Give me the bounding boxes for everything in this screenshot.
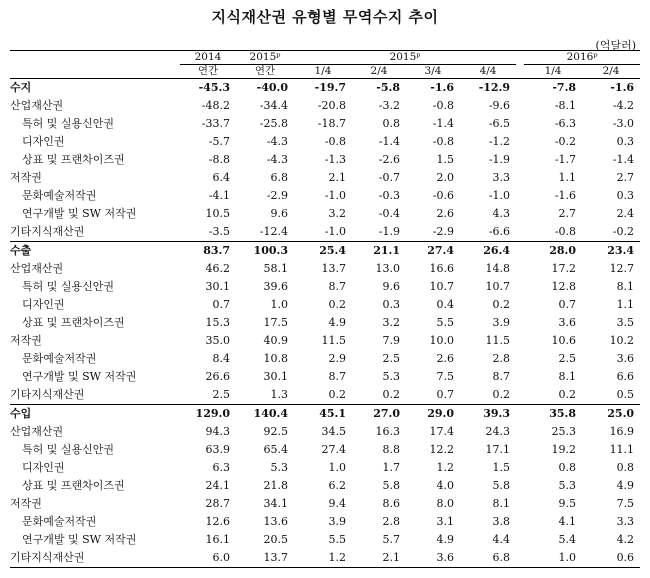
table-row [10,169,640,187]
cell-value: 26.4 [483,244,511,257]
cell-value: 25.0 [607,407,635,420]
header-blank [10,51,180,65]
cell-value: 35.8 [549,407,577,420]
cell-value: 19.2 [551,443,577,456]
row-label: 연구개발 및 SW 저작권 [22,207,137,220]
cell-value: 11.5 [485,334,511,347]
cell-value: 3.1 [436,515,454,528]
table-row [10,205,640,223]
cell-value: 1.3 [236,386,294,405]
row-label: 수출 [10,244,32,257]
table-row [10,441,640,459]
cell-value: 34.1 [263,497,288,510]
row-label: 디자인권 [22,298,65,311]
cell-value: 0.4 [436,298,454,311]
cell-value: 16.6 [429,262,454,275]
table-row [10,531,640,549]
cell-value: 63.9 [205,443,230,456]
cell-value: -45.3 [198,81,230,94]
cell-value: 13.7 [321,262,346,275]
cell-value: 1.2 [436,461,454,474]
row-label: 상표 및 프랜차이즈권 [22,153,125,166]
cell-value: 4.4 [492,533,511,546]
table-row [10,477,640,495]
row-label: 특허 및 실용신안권 [22,280,115,293]
row-label: 문화예술저작권 [22,515,97,528]
cell-value: 34.5 [321,425,346,438]
cell-value: 5.5 [328,533,346,546]
table-row [10,242,640,261]
cell-value: 100.3 [253,244,288,257]
table-row [10,296,640,314]
cell-value: -0.8 [524,223,582,242]
cell-value: 28.7 [205,497,230,510]
cell-value: 5.3 [270,461,288,474]
cell-value: 1.0 [270,298,288,311]
header-quarter: 2/4 [352,65,406,79]
cell-value: 3.2 [328,207,346,220]
cell-value: 0.8 [382,117,400,130]
row-label: 상표 및 프랜차이즈권 [22,316,125,329]
cell-value: -0.7 [378,171,400,184]
cell-value: 0.2 [492,298,511,311]
row-label: 산업재산권 [10,425,64,438]
cell-value: 46.2 [205,262,230,275]
cell-value: 11.1 [609,443,635,456]
cell-value: 15.3 [205,316,230,329]
cell-value: -7.8 [552,81,577,94]
cell-value: 5.7 [382,533,400,546]
cell-value: 10.8 [263,352,288,365]
table-row [10,278,640,296]
cell-value: 8.7 [328,280,346,293]
cell-value: 12.7 [609,262,635,275]
cell-value: 10.6 [551,334,577,347]
cell-value: -12.4 [236,223,294,242]
cell-value: 2.6 [436,352,454,365]
ip-trade-table [10,50,640,568]
cell-value: 4.1 [558,515,577,528]
cell-value: 0.7 [558,298,577,311]
cell-value: -8.1 [554,99,577,112]
cell-value: 27.4 [427,244,454,257]
cell-value: 0.8 [558,461,577,474]
cell-value: 5.3 [382,370,400,383]
cell-value: 12.8 [551,280,577,293]
cell-value: 1.1 [558,171,577,184]
cell-value: 3.3 [616,515,635,528]
header-2016-quarters: 2016ᵖ [524,51,640,65]
cell-value: 2.8 [492,352,511,365]
cell-value: -0.2 [554,135,577,148]
header-annual: 연간 [180,65,236,79]
cell-value: 10.2 [609,334,635,347]
cell-value: 6.3 [212,461,230,474]
cell-value: -1.9 [352,223,406,242]
cell-value: -18.7 [317,117,346,130]
cell-value: 6.8 [460,549,516,568]
cell-value: -1.2 [488,135,511,148]
cell-value: 2.7 [558,207,577,220]
cell-value: -0.8 [324,135,346,148]
cell-value: 23.4 [607,244,635,257]
cell-value: -0.8 [432,99,454,112]
cell-value: 9.6 [270,207,288,220]
cell-value: 65.4 [263,443,288,456]
cell-value: 1.0 [524,549,582,568]
cell-value: 0.2 [328,298,346,311]
unit-label: (억달러) [595,39,636,52]
cell-value: 6.2 [328,479,346,492]
row-label: 문화예술저작권 [22,352,97,365]
cell-value: 0.8 [616,461,635,474]
cell-value: 9.4 [328,497,346,510]
header-row-periods [10,65,640,79]
row-label: 저작권 [10,497,42,510]
cell-value: 2.0 [436,171,454,184]
cell-value: 5.3 [558,479,577,492]
cell-value: -1.0 [324,189,346,202]
cell-value: 6.6 [616,370,635,383]
header-2015-annual: 2015ᵖ [236,51,294,65]
cell-value: 16.3 [375,425,400,438]
cell-value: 9.6 [382,280,400,293]
row-label: 특허 및 실용신안권 [22,117,115,130]
cell-value: 0.7 [406,386,460,405]
cell-value: 2.5 [382,352,400,365]
header-quarter: 1/4 [294,65,352,79]
cell-value: -0.6 [432,189,454,202]
row-label: 상표 및 프랜차이즈권 [22,479,125,492]
cell-value: -0.3 [378,189,400,202]
table-row [10,314,640,332]
row-label: 연구개발 및 SW 저작권 [22,533,137,546]
cell-value: 7.5 [436,370,454,383]
cell-value: -9.6 [488,99,511,112]
cell-value: -1.0 [488,189,511,202]
cell-value: 1.5 [492,461,511,474]
cell-value: 9.5 [558,497,577,510]
table-row [10,423,640,441]
cell-value: 4.2 [616,533,635,546]
table-title: 지식재산권 유형별 무역수지 추이 [211,8,439,26]
cell-value: 2.8 [382,515,400,528]
cell-value: -6.3 [554,117,577,130]
cell-value: 6.4 [212,171,230,184]
cell-value: -4.2 [612,99,635,112]
header-annual: 연간 [236,65,294,79]
cell-value: -3.5 [180,223,236,242]
cell-value: 3.3 [492,171,511,184]
cell-value: 7.5 [616,497,635,510]
cell-value: 4.3 [492,207,511,220]
cell-value: 3.8 [492,515,511,528]
cell-value: 129.0 [195,407,230,420]
table-row [10,368,640,386]
cell-value: 2.5 [180,386,236,405]
table-row [10,459,640,477]
cell-value: -1.6 [610,81,635,94]
cell-value: 1.7 [382,461,400,474]
cell-value: 11.5 [321,334,346,347]
cell-value: -1.0 [294,223,352,242]
cell-value: 21.1 [373,244,400,257]
cell-value: 35.0 [205,334,230,347]
cell-value: -33.7 [201,117,230,130]
row-label: 디자인권 [22,135,65,148]
cell-value: -2.6 [378,153,400,166]
table-row [10,549,640,568]
cell-value: 27.0 [373,407,400,420]
cell-value: 25.4 [319,244,346,257]
cell-value: -12.9 [478,81,511,94]
cell-value: 14.8 [485,262,511,275]
cell-value: 3.6 [406,549,460,568]
cell-value: 12.6 [205,515,230,528]
cell-value: 92.5 [263,425,288,438]
cell-value: 39.3 [483,407,511,420]
cell-value: 24.1 [205,479,230,492]
cell-value: -3.2 [378,99,400,112]
row-label: 연구개발 및 SW 저작권 [22,370,137,383]
cell-value: -1.6 [430,81,454,94]
cell-value: 17.4 [429,425,454,438]
cell-value: 30.1 [205,280,230,293]
cell-value: 0.3 [616,135,635,148]
cell-value: 2.7 [616,171,635,184]
header-quarter: 2/4 [582,65,640,79]
cell-value: 24.3 [485,425,511,438]
cell-value: -0.2 [582,223,640,242]
row-label: 저작권 [10,334,42,347]
cell-value: 8.6 [382,497,400,510]
cell-value: -19.7 [314,81,346,94]
cell-value: 20.5 [263,533,288,546]
cell-value: 3.5 [616,316,635,329]
table-row [10,350,640,368]
cell-value: 0.2 [524,386,582,405]
table-row [10,260,640,278]
table-row [10,386,640,405]
table-row [10,223,640,242]
cell-value: -40.0 [256,81,288,94]
cell-value: 8.7 [492,370,511,383]
cell-value: -3.0 [612,117,635,130]
table-row [10,133,640,151]
cell-value: 5.5 [436,316,454,329]
cell-value: 1.0 [328,461,346,474]
cell-value: 8.7 [328,370,346,383]
cell-value: 8.4 [212,352,230,365]
cell-value: 0.5 [582,386,640,405]
table-row [10,405,640,424]
row-label: 기타지식재산권 [10,386,180,405]
cell-value: 2.4 [616,207,635,220]
cell-value: -48.2 [201,99,230,112]
row-label: 디자인권 [22,461,65,474]
cell-value: 39.6 [263,280,288,293]
cell-value: -1.7 [554,153,577,166]
table-row [10,187,640,205]
cell-value: 29.0 [427,407,454,420]
cell-value: 3.6 [616,352,635,365]
cell-value: -5.7 [208,135,230,148]
table-row [10,97,640,115]
header-2015-quarters: 2015ᵖ [294,51,516,65]
cell-value: 2.6 [436,207,454,220]
cell-value: 8.1 [492,497,511,510]
cell-value: -20.8 [317,99,346,112]
cell-value: -1.4 [612,153,635,166]
cell-value: -6.6 [460,223,516,242]
row-label: 기타지식재산권 [10,223,180,242]
cell-value: 17.5 [263,316,288,329]
cell-value: 40.9 [263,334,288,347]
cell-value: -1.4 [432,117,454,130]
cell-value: 83.7 [203,244,230,257]
cell-value: 8.1 [558,370,577,383]
cell-value: 10.0 [429,334,454,347]
cell-value: 4.9 [616,479,635,492]
header-quarter: 1/4 [524,65,582,79]
cell-value: 94.3 [205,425,230,438]
cell-value: -4.3 [266,153,288,166]
row-label: 수지 [10,81,32,94]
row-label: 기타지식재산권 [10,549,180,568]
table-row [10,495,640,513]
cell-value: 30.1 [263,370,288,383]
cell-value: 140.4 [253,407,288,420]
cell-value: -1.6 [554,189,577,202]
cell-value: -5.8 [376,81,400,94]
cell-value: -2.9 [406,223,460,242]
cell-value: 0.3 [382,298,400,311]
cell-value: -6.5 [488,117,511,130]
cell-value: 0.7 [212,298,230,311]
cell-value: 21.8 [263,479,288,492]
cell-value: -4.3 [266,135,288,148]
cell-value: 26.6 [205,370,230,383]
cell-value: 28.0 [549,244,577,257]
table-row [10,332,640,350]
cell-value: -1.4 [378,135,400,148]
cell-value: 12.2 [429,443,454,456]
cell-value: 58.1 [263,262,288,275]
row-label: 수입 [10,407,32,420]
header-quarter: 4/4 [460,65,516,79]
cell-value: 5.8 [492,479,511,492]
cell-value: -4.1 [208,189,230,202]
row-label: 산업재산권 [10,262,64,275]
table-row [10,79,640,98]
cell-value: 0.2 [460,386,516,405]
cell-value: 3.9 [492,316,511,329]
cell-value: 8.8 [382,443,400,456]
cell-value: 6.8 [270,171,288,184]
cell-value: 1.1 [616,298,635,311]
cell-value: -0.8 [432,135,454,148]
row-label: 문화예술저작권 [22,189,97,202]
cell-value: 13.6 [263,515,288,528]
cell-value: -1.9 [488,153,511,166]
cell-value: 17.2 [551,262,577,275]
cell-value: 16.1 [205,533,230,546]
cell-value: 10.7 [485,280,511,293]
cell-value: 45.1 [319,407,346,420]
cell-value: 1.5 [436,153,454,166]
cell-value: -34.4 [259,99,288,112]
cell-value: 2.1 [352,549,406,568]
header-2014: 2014 [180,51,236,65]
cell-value: 6.0 [180,549,236,568]
cell-value: 2.9 [328,352,346,365]
row-label: 특허 및 실용신안권 [22,443,115,456]
cell-value: 3.6 [558,316,577,329]
cell-value: 10.7 [429,280,454,293]
cell-value: 0.3 [616,189,635,202]
cell-value: 2.5 [558,352,577,365]
cell-value: 3.9 [328,515,346,528]
cell-value: 27.4 [321,443,346,456]
cell-value: 1.2 [294,549,352,568]
cell-value: 7.9 [382,334,400,347]
cell-value: -25.8 [259,117,288,130]
row-label: 저작권 [10,171,42,184]
row-label: 산업재산권 [10,99,64,112]
table-row [10,151,640,169]
cell-value: -8.8 [208,153,230,166]
cell-value: 4.0 [436,479,454,492]
cell-value: 2.1 [328,171,346,184]
cell-value: 13.7 [236,549,294,568]
cell-value: 8.0 [436,497,454,510]
cell-value: -1.3 [324,153,346,166]
cell-value: 17.1 [485,443,511,456]
cell-value: 16.9 [609,425,635,438]
cell-value: 0.2 [352,386,406,405]
table-row [10,115,640,133]
cell-value: 8.1 [616,280,635,293]
cell-value: 0.2 [294,386,352,405]
cell-value: -2.9 [266,189,288,202]
cell-value: 25.3 [551,425,577,438]
cell-value: 13.0 [375,262,400,275]
cell-value: 5.4 [558,533,577,546]
cell-value: 5.8 [382,479,400,492]
cell-value: 4.9 [436,533,454,546]
header-row-years [10,51,640,65]
cell-value: 0.6 [582,549,640,568]
cell-value: 3.2 [382,316,400,329]
cell-value: 10.5 [205,207,230,220]
table-row [10,513,640,531]
cell-value: -0.4 [378,207,400,220]
cell-value: 4.9 [328,316,346,329]
header-quarter: 3/4 [406,65,460,79]
